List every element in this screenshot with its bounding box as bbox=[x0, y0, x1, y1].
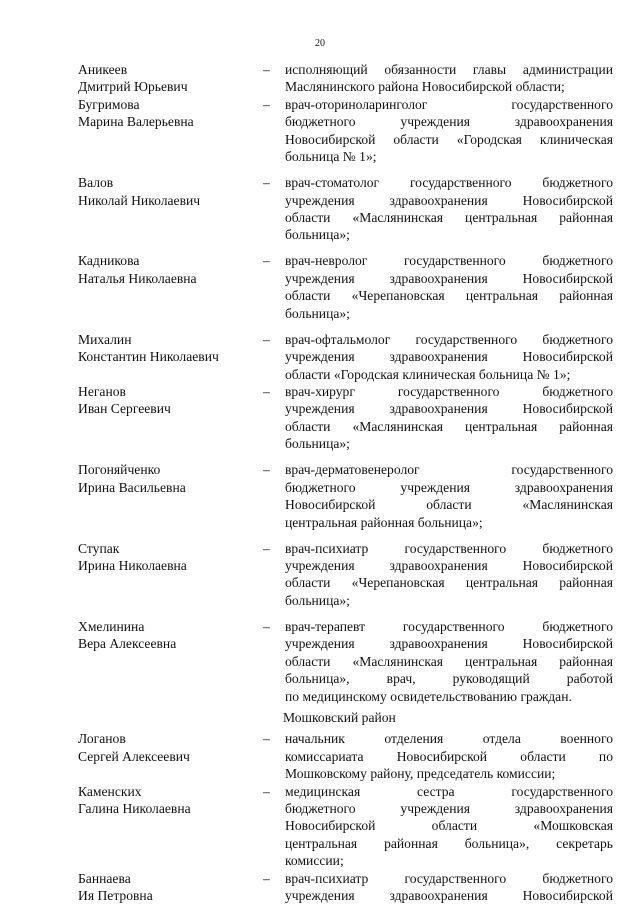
list-item bbox=[78, 618, 613, 705]
dash: – bbox=[263, 62, 270, 77]
list-item bbox=[78, 96, 613, 166]
list-item bbox=[78, 383, 613, 453]
person-name: Неганов Иван Сергеевич bbox=[78, 383, 171, 417]
page-number: 20 bbox=[315, 38, 325, 49]
list-item bbox=[78, 252, 613, 322]
person-name: Валов Николай Николаевич bbox=[78, 175, 201, 208]
dash: – bbox=[263, 462, 270, 478]
list-item bbox=[78, 174, 613, 244]
commission-list bbox=[78, 61, 613, 904]
list-item bbox=[78, 730, 613, 782]
position-description: врач-офтальмолог государственного бюджетного учреждения здравоохранения Новосибирской области «Городская клиническая больница № 1»; bbox=[285, 331, 613, 382]
dash: – bbox=[263, 331, 270, 347]
person-name: Погоняйченко Ирина Васильевна bbox=[78, 462, 186, 495]
position-description: врач-невролог государственного бюджетного учреждения здравоохранения Новосибирской области «Черепановская центральная районная больница»; bbox=[285, 253, 613, 321]
section-title: Мошковский район bbox=[283, 709, 396, 725]
position-description: врач-оториноларинголог государственного бюджетного учреждения здравоохранения Новосибирской области «Городская клиническая больница № 1»; bbox=[285, 96, 613, 165]
position-description: врач-терапевт государственного бюджетного учреждения здравоохранения Новосибирской области «Маслянинская центральная районная больница», врач, руководящий работой по медицинскому освидетельствованию граждан. bbox=[285, 618, 613, 704]
person-name: Ступак Ирина Николаевна bbox=[78, 540, 187, 573]
person-name: Бугримова Марина Валерьевна bbox=[78, 96, 194, 130]
person-name: Логанов Сергей Алексеевич bbox=[78, 731, 190, 764]
position-description: медицинская сестра государственного бюджетного учреждения здравоохранения Новосибирской области «Мошковская центральная районная больница», секретарь комиссии; bbox=[285, 783, 613, 869]
list-item bbox=[78, 461, 613, 531]
position-description: врач-психиатр государственного бюджетного учреждения здравоохранения Новосибирской области «Черепановская центральная районная больница»; bbox=[285, 540, 613, 608]
list-item bbox=[78, 870, 613, 905]
dash: – bbox=[263, 96, 270, 112]
person-name: Михалин Константин Николаевич bbox=[78, 331, 219, 365]
position-description: врач-психиатр государственного бюджетного учреждения здравоохранения Новосибирской bbox=[285, 870, 613, 903]
person-name: Хмелинина Вера Алексеевна bbox=[78, 618, 177, 652]
dash: – bbox=[263, 253, 270, 269]
dash: – bbox=[263, 540, 270, 556]
list-item bbox=[78, 540, 613, 610]
person-name: Аникеев Дмитрий Юрьевич bbox=[78, 62, 188, 95]
person-name: Баннаева Ия Петровна bbox=[78, 870, 153, 903]
person-name: Каменских Галина Николаевна bbox=[78, 783, 191, 816]
person-name: Кадникова Наталья Николаевна bbox=[78, 253, 197, 286]
dash: – bbox=[263, 870, 270, 886]
position-description: начальник отделения отдела военного комиссариата Новосибирской области по Мошковскому району, председатель комиссии; bbox=[285, 731, 613, 782]
position-description: врач-хирург государственного бюджетного учреждения здравоохранения Новосибирской области «Маслянинская центральная районная больница»; bbox=[285, 383, 613, 452]
list-item bbox=[78, 61, 613, 96]
dash: – bbox=[263, 783, 270, 799]
position-description: врач-дерматовенеролог государственного бюджетного учреждения здравоохранения Новосибирской области «Маслянинская центральная районная больница»; bbox=[285, 462, 613, 530]
position-description: исполняющий обязанности главы администрации Маслянинского района Новосибирской области; bbox=[285, 62, 613, 95]
dash: – bbox=[263, 731, 270, 747]
dash: – bbox=[263, 175, 270, 191]
dash: – bbox=[263, 383, 270, 399]
list-item bbox=[78, 783, 613, 870]
position-description: врач-стоматолог государственного бюджетного учреждения здравоохранения Новосибирской области «Маслянинская центральная районная больница»; bbox=[285, 175, 613, 243]
list-item bbox=[78, 331, 613, 383]
dash: – bbox=[263, 618, 270, 634]
